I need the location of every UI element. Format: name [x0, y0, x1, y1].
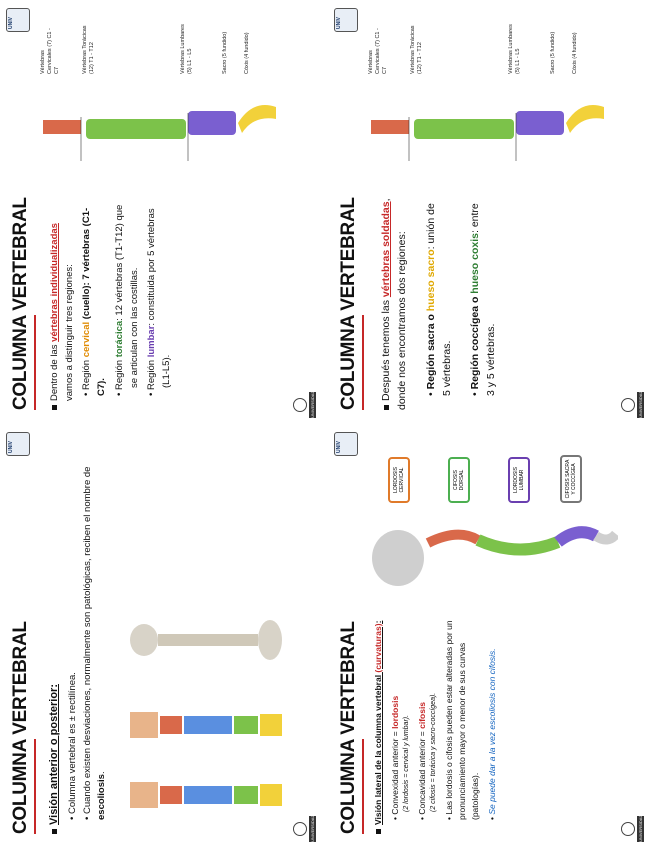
bullet-square-icon: [52, 829, 57, 834]
spine-label-cervical: Vértebras Cervicales (7) C1 - C7: [40, 28, 60, 74]
spine-label-coccyx: Cóxis (4 fundido): [572, 32, 578, 74]
title-underline: [34, 739, 36, 834]
seal-icon: [621, 398, 635, 412]
spine-label-lumbar: Vértebras Lumbares (5) L1 - L5: [180, 24, 193, 74]
slide-body: Visión anterior o posterior: • Columna vertebral es ± rectilínea. • Cuando existen desviaciones, normalmente son patológicas, reciben el nombre de escoliosis.: [46, 444, 110, 834]
title-underline: [362, 739, 364, 834]
university-logo: UNIV: [6, 432, 30, 456]
title-underline: [34, 315, 36, 410]
slide-body: Después tenemos las vértebras soldadas, donde nos encontramos dos regiones: • Región sacra o hueso sacro: unión de 5 vértebras. • Región coccígea o hueso coxis: entre 3 y 5 vértebras.: [380, 198, 498, 410]
title-underline: [362, 315, 364, 410]
label-cifosis-dorsal: CIFOSIS DORSAL: [448, 457, 470, 503]
spine-label-thoracic: Vértebras Torácicas (12) T1 - T12: [82, 25, 95, 74]
spine-label-thoracic: Vértebras Torácicas (12) T1 - T12: [410, 25, 423, 74]
slide-title: COLUMNA VERTEBRAL: [10, 197, 31, 410]
footer-badge: UNIVERSIDAD: [621, 816, 649, 842]
university-logo: UNIV: [6, 8, 30, 32]
label-lordosis-lumbar: LORDOSIS LUMBAR: [508, 457, 530, 503]
slide-1: [0, 0, 327, 424]
slide-4: [328, 424, 655, 848]
footer-badge: UNIVERSIDAD: [293, 816, 321, 842]
footer-badge: UNIVERSIDAD: [621, 392, 649, 418]
slide-title: COLUMNA VERTEBRAL: [338, 621, 359, 834]
spine-diagram: [366, 59, 606, 179]
bullet-square-icon: [384, 405, 389, 410]
label-lordosis-cervical: LORDOSIS CERVICAL: [388, 457, 410, 503]
footer-badge: UNIVERSIDAD: [293, 392, 321, 418]
slide-title: COLUMNA VERTEBRAL: [338, 197, 359, 410]
label-cifosis-sacra: CIFOSIS SACRA Y COCCÍGEA: [560, 455, 582, 503]
spine-label-lumbar: Vértebras Lumbares (5) L1 - L5: [508, 24, 521, 74]
spine-anterior-diagram: [120, 578, 290, 828]
spine-label-coccyx: Cóxis (4 fundido): [244, 32, 250, 74]
seal-icon: [293, 398, 307, 412]
seal-icon: [621, 822, 635, 836]
slide-3: [0, 424, 327, 848]
spine-label-cervical: Vértebras Cervicales (7) C1 - C7: [368, 28, 388, 74]
university-logo: UNIV: [334, 432, 358, 456]
seal-icon: [293, 822, 307, 836]
bullet-square-icon: [52, 405, 57, 410]
spine-diagram: [38, 59, 278, 179]
slide-body: Visión lateral de la columna vertebral (curvaturas): • Convexidad anterior = lordosis (2 lordosis = cervical y lumbar). • Concavidad anterior = cifosis (2 cifosis = torácica y sacro-coccígea). • Las lordosis o cifosis pueden estar alteradas por un pronunciamiento mayor o menor de sus curvas (patologías). • Se puede dar a la vez escoliosis con cifosis.: [372, 619, 498, 834]
bullet-square-icon: [376, 829, 381, 834]
slide-body: Dentro de las vértebras individualizadas vamos a distinguir tres regiones: • Región cervical (cuello): 7 vértebras (C1-C7). • Región torácica: 12 vértebras (T1-T12) que se articulan con las costillas. • Región lumbar: constituida por 5 vértebras (L1-L5).: [48, 195, 175, 410]
spine-label-sacrum: Sacro (5 fundido): [222, 31, 228, 74]
slide-2: [328, 0, 655, 424]
university-logo: UNIV: [334, 8, 358, 32]
slide-title: COLUMNA VERTEBRAL: [10, 621, 31, 834]
spine-label-sacrum: Sacro (5 fundido): [550, 31, 556, 74]
